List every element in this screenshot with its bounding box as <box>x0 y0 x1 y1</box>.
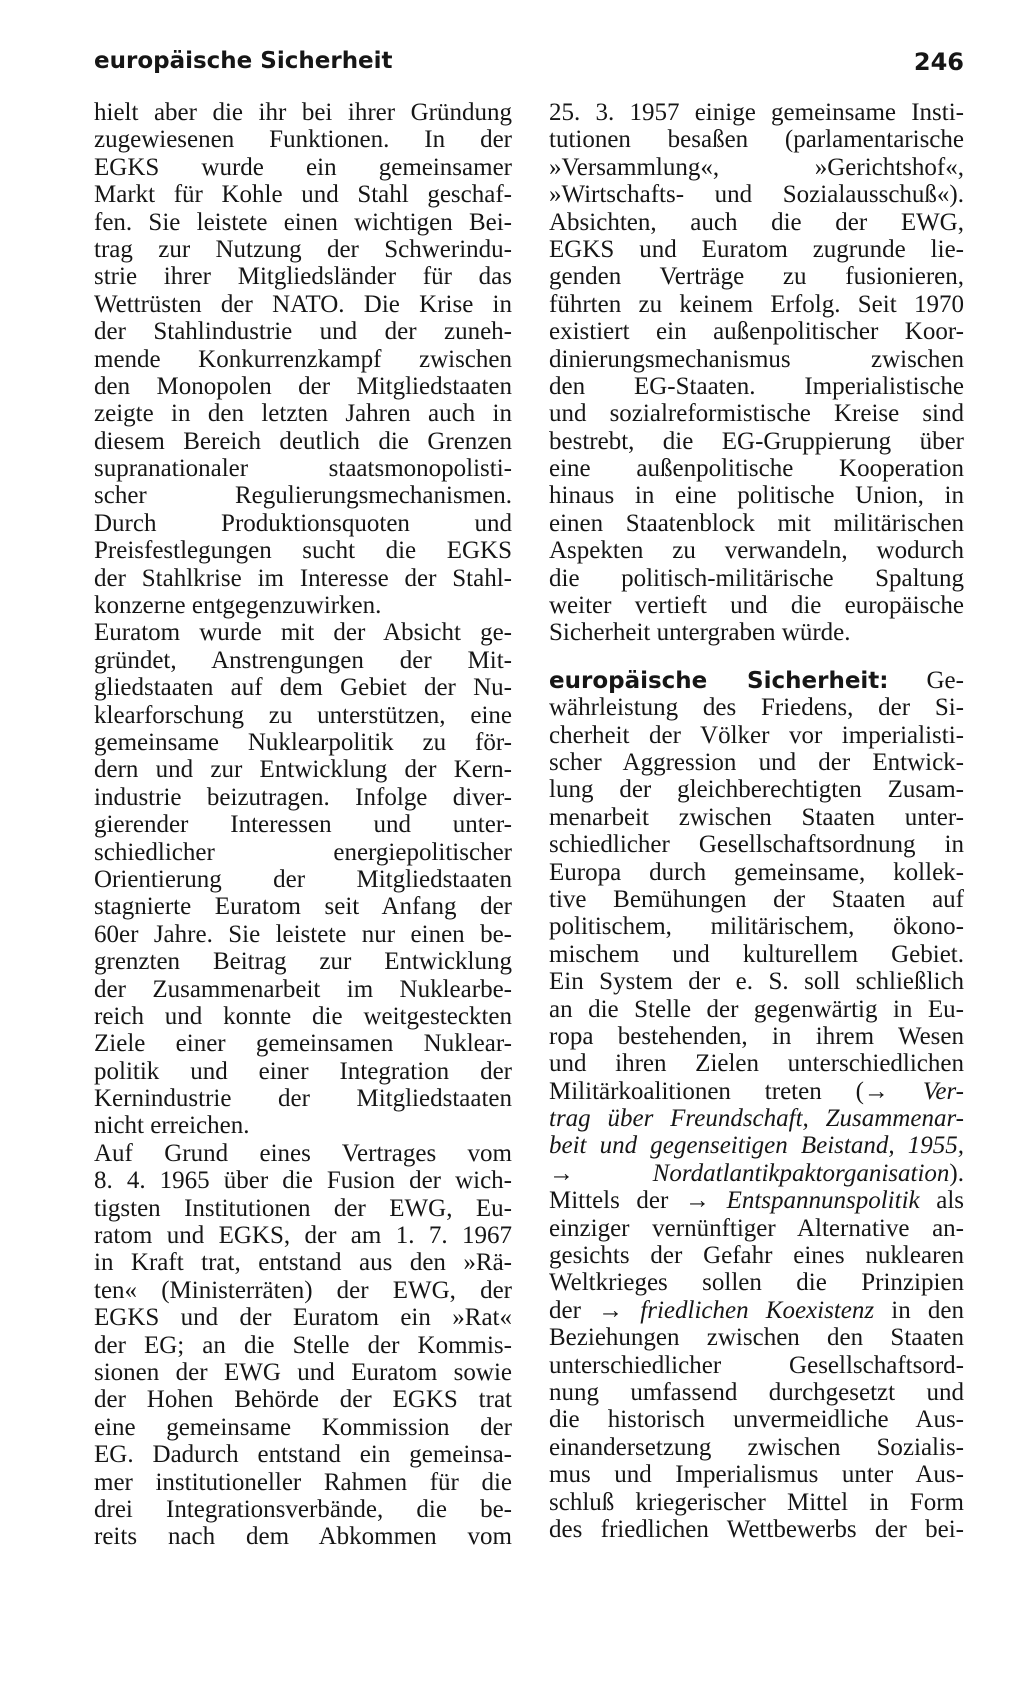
text-line: in Kraft trat, entstand aus den »Rä- <box>94 1249 512 1277</box>
text-line: der EG; an die Stelle der Kommis- <box>94 1331 512 1359</box>
text-line: diesem Bereich deutlich die Grenzen <box>94 427 512 455</box>
text-line <box>549 1187 964 1214</box>
text-line: einandersetzung zwischen Sozialis- <box>549 1433 964 1461</box>
text-line: währleistung des Friedens, der Si- <box>549 694 964 722</box>
text-line: ropa bestehenden, in ihrem Wesen <box>549 1022 964 1050</box>
text-line: Beziehungen zwischen den Staaten <box>549 1324 964 1352</box>
text-line: strie ihrer Mitgliedsländer für das <box>94 263 512 291</box>
text-line: cherheit der Völker vor imperialisti- <box>549 721 964 749</box>
text-line: drei Integrationsverbände, die be- <box>94 1495 512 1523</box>
text-line: Europa durch gemeinsame, kollek- <box>549 858 964 886</box>
text-line: EGKS und Euratom zugrunde lie- <box>549 235 964 263</box>
text-fragment: der → <box>549 1296 641 1324</box>
text-line: die politisch-militärische Spaltung <box>549 564 964 592</box>
text-line: lung der gleichberechtigten Zusam- <box>549 776 964 804</box>
text-line: an die Stelle der gegenwärtig in Eu- <box>549 995 964 1023</box>
text-fragment: ). <box>949 1159 964 1187</box>
text-line: menarbeit zwischen Staaten unter- <box>549 803 964 831</box>
text-line: trag zur Nutzung der Schwerindu- <box>94 235 512 263</box>
entry-first-rest: Ge- <box>888 666 964 694</box>
text-line: Ein System der e. S. soll schließlich <box>549 968 964 996</box>
text-line: klearforschung zu unterstützen, eine <box>94 701 512 729</box>
text-line: tive Bemühungen der Staaten auf <box>549 885 964 913</box>
text-line: mende Konkurrenzkampf zwischen <box>94 345 512 373</box>
text-line: scher Aggression und der Entwick- <box>549 748 964 776</box>
text-line: tigsten Institutionen der EWG, Eu- <box>94 1194 512 1222</box>
text-line: mer institutioneller Rahmen für die <box>94 1468 512 1496</box>
text-line: reits nach dem Abkommen vom <box>94 1523 512 1551</box>
text-line: »Versammlung«, »Gerichtshof«, <box>549 153 964 181</box>
text-line <box>549 1078 964 1105</box>
text-fragment: als <box>919 1187 964 1215</box>
text-line: eine gemeinsame Kommission der <box>94 1413 512 1441</box>
entry-first-line <box>549 667 964 694</box>
text-line: ten« (Ministerräten) der EWG, der <box>94 1276 512 1304</box>
text-line: gemeinsame Nuklearpolitik zu för- <box>94 728 512 756</box>
text-line: existiert ein außenpolitischer Koor- <box>549 318 964 346</box>
text-line: dinierungsmechanismus zwischen <box>549 345 964 373</box>
text-line: Wettrüsten der NATO. Die Krise in <box>94 290 512 318</box>
text-line: des friedlichen Wettbewerbs der bei- <box>549 1515 964 1543</box>
text-line: Euratom wurde mit der Absicht ge- <box>94 619 512 647</box>
text-line: Aspekten zu verwandeln, wodurch <box>549 537 964 565</box>
text-line <box>549 1297 964 1324</box>
text-line: Absichten, auch die der EWG, <box>549 208 964 236</box>
text-line: Preisfestlegungen sucht die EGKS <box>94 537 512 565</box>
text-line: EGKS wurde ein gemeinsamer <box>94 153 512 181</box>
left-column <box>94 99 512 1551</box>
text-line: mus und Imperialismus unter Aus- <box>549 1461 964 1489</box>
text-fragment: in den <box>874 1296 964 1324</box>
text-line: politischem, militärischem, ökono- <box>549 913 964 941</box>
running-head <box>94 48 964 80</box>
text-line: Kernindustrie der Mitgliedstaaten <box>94 1085 512 1113</box>
text-line: und ihren Zielen unterschiedlichen <box>549 1050 964 1078</box>
text-line: schiedlicher Gesellschaftsordnung in <box>549 831 964 859</box>
text-line: der Stahlindustrie und der zuneh- <box>94 318 512 346</box>
text-line: 8. 4. 1965 über die Fusion der wich- <box>94 1167 512 1195</box>
text-line: die historisch unvermeidliche Aus- <box>549 1406 964 1434</box>
text-line: zugewiesenen Funktionen. In der <box>94 126 512 154</box>
text-line: gliedstaaten auf dem Gebiet der Nu- <box>94 674 512 702</box>
running-title: europäische Sicherheit <box>94 48 393 74</box>
text-line: eine außenpolitische Kooperation <box>549 455 964 483</box>
text-line: führten zu keinem Erfolg. Seit 1970 <box>549 290 964 318</box>
cross-reference-link[interactable]: trag über Freundschaft, Zusammenar- <box>549 1105 964 1133</box>
text-line: EGKS und der Euratom ein »Rat« <box>94 1304 512 1332</box>
text-line: fen. Sie leistete einen wichtigen Bei- <box>94 208 512 236</box>
text-line: 25. 3. 1957 einige gemeinsame Insti- <box>549 99 964 126</box>
text-line: genden Verträge zu fusionieren, <box>549 263 964 291</box>
entry-headword: europäische Sicherheit: <box>549 667 889 694</box>
text-line: schiedlicher energiepolitischer <box>94 838 512 866</box>
cross-reference-link[interactable]: Ver- <box>922 1077 964 1105</box>
text-line: hinaus in eine politische Union, in <box>549 482 964 510</box>
cross-reference-link[interactable]: Entspannunspolitik <box>726 1187 920 1215</box>
text-line: nung umfassend durchgesetzt und <box>549 1378 964 1406</box>
text-line: schluß kriegerischer Mittel in Form <box>549 1488 964 1516</box>
text-line: reich und konnte die weitgesteckten <box>94 1002 512 1030</box>
text-line: EG. Dadurch entstand ein gemeinsa- <box>94 1441 512 1469</box>
text-line: den EG-Staaten. Imperialistische <box>549 372 964 400</box>
text-line: gründet, Anstrengungen der Mit- <box>94 646 512 674</box>
text-line: nicht erreichen. <box>94 1112 250 1140</box>
text-line: weiter vertieft und die europäische <box>549 592 964 620</box>
text-line: Durch Produktionsquoten und <box>94 509 512 537</box>
cross-reference-link[interactable]: beit und gegenseitigen Beistand, 1955, <box>549 1132 964 1160</box>
text-line: Orientierung der Mitgliedstaaten <box>94 865 512 893</box>
text-line: bestrebt, die EG-Gruppierung über <box>549 427 964 455</box>
text-line: konzerne entgegenzuwirken. <box>94 592 382 620</box>
text-line <box>549 1160 964 1187</box>
arrow-marker: → <box>549 1159 653 1187</box>
text-line: sionen der EWG und Euratom sowie <box>94 1358 512 1386</box>
text-line: Sicherheit untergraben würde. <box>549 619 851 647</box>
text-fragment: Militärkoalitionen treten (→ <box>549 1077 923 1105</box>
text-line: gierender Interessen und unter- <box>94 811 512 839</box>
text-line: einziger vernünftiger Alternative an- <box>549 1214 964 1242</box>
page-number: 246 <box>913 48 964 76</box>
text-line: Weltkrieges sollen die Prinzipien <box>549 1269 964 1297</box>
text-line: Auf Grund eines Vertrages vom <box>94 1139 512 1167</box>
text-line: gesichts der Gefahr eines nuklearen <box>549 1242 964 1270</box>
entry-separator <box>549 647 964 667</box>
text-line: und sozialreformistische Kreise sind <box>549 400 964 428</box>
text-line: industrie beizutragen. Infolge diver- <box>94 783 512 811</box>
cross-reference-link[interactable]: friedlichen Koexistenz <box>640 1296 875 1324</box>
text-line: Markt für Kohle und Stahl geschaf- <box>94 181 512 209</box>
text-line: der Stahlkrise im Interesse der Stahl- <box>94 564 512 592</box>
text-fragment: Mittels der → <box>549 1187 727 1215</box>
text-line: 60er Jahre. Sie leistete nur einen be- <box>94 920 512 948</box>
text-line: Ziele einer gemeinsamen Nuklear- <box>94 1030 512 1058</box>
cross-reference-link[interactable]: Nordatlantikpaktorganisation <box>652 1159 950 1187</box>
text-line: der Hohen Behörde der EGKS trat <box>94 1386 512 1414</box>
text-line: unterschiedlicher Gesellschaftsord- <box>549 1351 964 1379</box>
text-line: mischem und kulturellem Gebiet. <box>549 940 964 968</box>
text-line: supranationaler staatsmonopolisti- <box>94 455 512 483</box>
text-line: scher Regulierungsmechanismen. <box>94 482 512 510</box>
text-line: stagnierte Euratom seit Anfang der <box>94 893 512 921</box>
right-column <box>549 99 964 1543</box>
text-line: »Wirtschafts- und Sozialausschuß«). <box>549 181 964 209</box>
text-line: zeigte in den letzten Jahren auch in <box>94 400 512 428</box>
text-line: den Monopolen der Mitgliedstaaten <box>94 372 512 400</box>
text-line: dern und zur Entwicklung der Kern- <box>94 756 512 784</box>
text-line: hielt aber die ihr bei ihrer Gründung <box>94 99 512 126</box>
text-line: grenzten Beitrag zur Entwicklung <box>94 948 512 976</box>
text-line: einen Staatenblock mit militärischen <box>549 509 964 537</box>
text-line: ratom und EGKS, der am 1. 7. 1967 <box>94 1222 512 1250</box>
text-line: tutionen besaßen (parlamentarische <box>549 126 964 154</box>
text-line: der Zusammenarbeit im Nuklearbe- <box>94 975 512 1003</box>
text-line: politik und einer Integration der <box>94 1057 512 1085</box>
